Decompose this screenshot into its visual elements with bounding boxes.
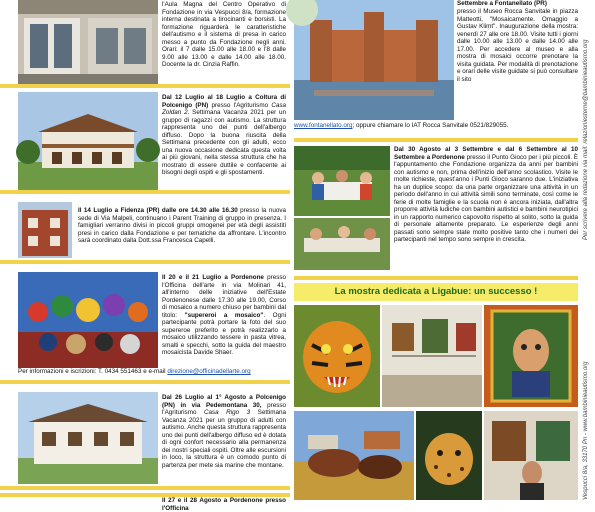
ligabue-gallery xyxy=(294,305,578,500)
article-fidenza-text xyxy=(78,207,286,245)
article-polcenigo xyxy=(0,88,290,194)
divider-2 xyxy=(294,276,578,280)
article-supereroi-text xyxy=(162,274,286,357)
puntogioco-heading: Dal 30 Agosto al 3 Settembre e dal 6 Settembre al 10 Settembre a Pordenone xyxy=(394,146,578,161)
article-bottom-text xyxy=(162,497,286,512)
animals-painting xyxy=(294,411,414,500)
article-supereroi xyxy=(0,268,290,384)
supereroi-title: "supereroi a mosaico" xyxy=(184,311,264,319)
vertical-contact-text: Per scrivere alla redazione via mail: relazioniesterne@bambinieautismo.org xyxy=(583,39,589,240)
article-formazione-text xyxy=(162,1,286,69)
puntogioco-body: presso il Punto Gioco per i più piccoli. È l'appuntamento che Fondazione organizza da anni per bambini con autismo e non, prima dell'inizio dell'anno scolastico. Visite le molte richieste, quest'anno i Punti Gioco saranno due. L'iniziativa ha un duplice scopo: da una parte organizzare una attività in un periodo dell'anno in cui attività simili sono terminate, così come le ferie di molte famiglie e la scuola non è ancora iniziata, dall'altra proporre attività ludiche con bambini autistici e bambini neurotipici in un rapporto numerico capovolto rispetto al solito, sotto la guida di personale altamente preparato. Le esperienze degli anni passati sono sempre state molto positive tanto che i numeri dei partecipanti nel tempo sono sempre in crescita. xyxy=(394,153,578,243)
fontanellato-link[interactable]: www.fontanellato.org xyxy=(294,122,353,129)
polcenigo-text1: presso l'Agriturismo xyxy=(208,101,272,109)
fidenza-heading: Il 14 Luglio a Fidenza (PR) dalle ore 14.30 alle 16.30 xyxy=(78,207,238,214)
children-table-photo xyxy=(294,218,390,270)
vertical-address-text: Vespucci 8/a, 33170 Pn - www.bambinieautismo.org xyxy=(583,361,589,500)
polcenigo-venue: Casa Zoldan 2 xyxy=(162,101,287,116)
gallery-visitor-photo xyxy=(484,411,578,500)
casarigo-heading: Dal 26 Luglio al 1° Agosto a Polcenigo (PN) in via Pedemontana 30, xyxy=(162,394,286,409)
puntogioco-text xyxy=(394,146,578,243)
casarigo-venue: Casa Rigo 3 xyxy=(203,409,251,416)
leopard-painting xyxy=(416,411,482,500)
formazione-body: l'Aula Magna del Centro Operativo di Fondazione in via Vespucci 8/a, formazione interna destinata a tirocinanti e borsisti. La formazione riguarderà le caratteristiche dell'autismo e il sistema di presa in carico messo a punto da Fondazione negli anni. xyxy=(162,1,286,46)
casarigo-text2: Settimana Vacanza 2021 per un gruppo di adulti con autismo. Anche questa struttura rappresenta uno dei punti dell'albergo diffuso ed è dotata di ogni confort necessario alla permanenza dei nostri speciali ospiti. Oltre alle escursioni in loco, la struttura è un comodo punto di partenza per mete sia marine che montane. xyxy=(162,409,286,469)
exhibition-room-photo xyxy=(382,305,482,407)
supereroi-info: Per informazioni e iscrizioni: T. 0434 551463 e e-mail xyxy=(18,368,168,375)
puntogioco-continued xyxy=(394,218,578,270)
brick-building-photo xyxy=(18,202,72,258)
selfportrait-painting xyxy=(484,305,578,407)
rocca-text: presso il Museo Rocca Sanvitale in piazza Matteotti, "Mosaicamente. Omaggio a Gustav Klimt". Inaugurazione della mostra: venerdì 27 alle ore 18.00. Visite tutti i giorni dalle 10.00 alle 13.00 e dalle 14.00 alle 17.00. Per accedere al museo e alla mostra di mosaici occorre prenotare la visita guidata. Per modalità di prenotazione e orari delle visite guidate si può consultare il sito xyxy=(457,8,578,83)
rocca-body xyxy=(457,8,578,118)
fidenza-text: presso la nuova sede di Via Malpeli, continuano i Parent Training di gruppo in presenza. I famigliari verranno divisi in piccoli gruppi omogenei per età degli assistiti presi in carico dalla Fondazione e per tematiche da affrontare. L'incontro sarà coordinato dalla Dott.ssa Francesca Capelli. xyxy=(78,207,286,244)
rocca-contact: ; oppure chiamare lo IAT Rocca Sanvitale 0521/829055. xyxy=(352,122,509,129)
left-column xyxy=(0,0,290,512)
polcenigo-heading: Dal 12 Luglio al 18 Luglio a Coltura di Polcenigo (PN) xyxy=(162,94,286,109)
formazione-hours: Orari: il 7 dalle 15.00 alle 18.00 e l'8 dalle 9.00 alle 13.00 e dalle 14.00 alle 18.00. Docente la dr. Cinzia Raffin. xyxy=(162,46,286,68)
article-formazione xyxy=(0,0,290,88)
castle-photo xyxy=(294,0,454,120)
supereroi-heading: Il 20 e il 21 Luglio a Pordenone xyxy=(162,274,264,281)
farmhouse-photo xyxy=(18,92,158,190)
article-polcenigo-text xyxy=(162,94,286,177)
article-casarigo-text xyxy=(162,394,286,469)
supereroi-text2: . Ogni partecipante potrà portare la foto del suo supereroe preferito e potrà realizzarlo a mosaico utilizzando tessere in pasta vitrea, smalti e specchi, sotto la guida del maestro mosaicista Davide Shaer. xyxy=(162,311,286,356)
article-fidenza xyxy=(0,198,290,264)
polcenigo-text2: . Settimana Vacanza 2021 per un gruppo di ragazzi con autismo. La struttura rappresenta uno dei punti dell'albergo diffuso. Dopo la buona riuscita della Settimana precedente con gli adulti, ecco una nuova occasione dedicata questa volta ai più giovani, nella stessa struttura che ha mostrato di essere duttile e confacente ai bisogni degli ospiti e gli spostamenti. xyxy=(162,109,286,176)
casarigo-building-photo xyxy=(18,392,158,484)
bottom-heading: Il 27 e il 28 Agosto a Pordenone presso l'Officina xyxy=(162,497,286,512)
vertical-footer-strip xyxy=(581,0,595,500)
supereroi-info-line xyxy=(18,368,286,376)
casarigo-text1: presso l'Agriturismo xyxy=(162,401,286,416)
tiger-painting xyxy=(294,305,380,407)
article-casarigo xyxy=(0,388,290,490)
rocca-footer xyxy=(294,122,578,130)
ligabue-banner: La mostra dedicata a Ligabue: un successo ! xyxy=(294,283,578,301)
children-playing-photo xyxy=(294,146,390,216)
divider-1 xyxy=(294,138,578,142)
rocca-heading: Settembre a Fontanellato (PR) xyxy=(457,0,547,7)
building-photo xyxy=(18,0,158,84)
rocca-text-narrow xyxy=(457,0,578,8)
supereroi-text1: presso l'Officina dell'arte in via Molinari 41, all'interno delle iniziative dell'Estate Pordenonese dalle 17.30 alle 19.00, Corso di mosaico a numero chiuso per bambini dal titolo: xyxy=(162,274,287,319)
article-bottom xyxy=(0,493,290,512)
supereroi-email-link[interactable]: direzione@officinadellarte.org xyxy=(167,368,251,375)
superheroes-mosaic-photo xyxy=(18,272,158,368)
